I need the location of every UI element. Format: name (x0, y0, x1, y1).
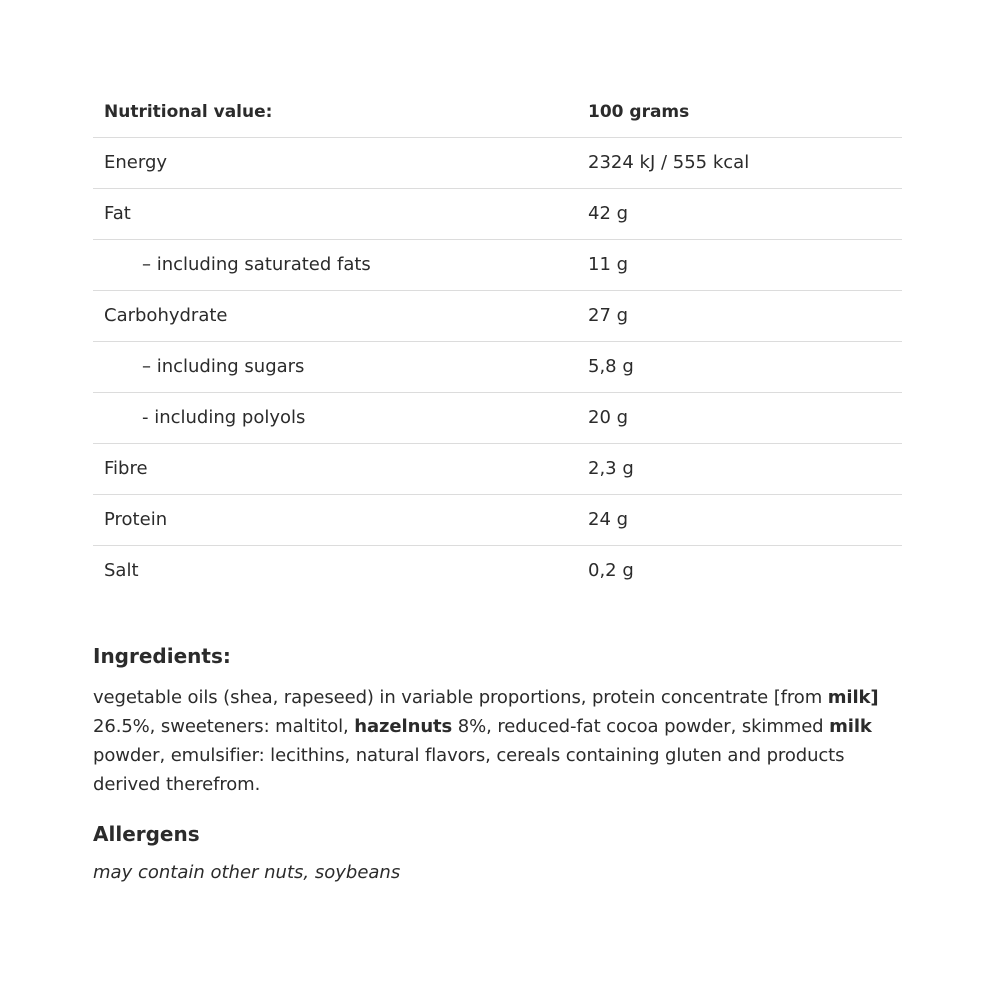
nutrient-label: - including polyols (93, 393, 577, 444)
nutrient-label: – including sugars (93, 342, 577, 393)
nutrition-table (93, 87, 902, 596)
ingredients-heading: Ingredients: (93, 644, 231, 668)
nutrient-label: Protein (93, 495, 577, 546)
allergen-highlight: milk (829, 716, 872, 737)
nutrient-value: 20 g (577, 393, 902, 444)
nutrition-header-value: 100 grams (577, 87, 902, 138)
nutrient-label: Salt (104, 560, 139, 581)
nutrient-value: 11 g (577, 240, 902, 291)
ingredients-text (93, 683, 902, 799)
table-row (93, 546, 902, 597)
ingredient-segment: powder, emulsifier: lecithins, natural flavors, cereals containing gluten and products derived therefrom. (93, 745, 845, 795)
nutrient-value: 24 g (577, 495, 902, 546)
nutrition-header-label: Nutritional value: (93, 87, 577, 138)
nutrient-value: 2,3 g (577, 444, 902, 495)
allergen-highlight: hazelnuts (354, 716, 453, 737)
table-row (93, 495, 902, 546)
table-row (93, 342, 902, 393)
nutrition-header-row (93, 87, 902, 138)
table-row (93, 189, 902, 240)
allergens-heading: Allergens (93, 822, 200, 846)
allergen-highlight: milk] (827, 687, 879, 708)
nutrient-label: – including saturated fats (93, 240, 577, 291)
nutrient-label: Energy (93, 138, 577, 189)
ingredient-segment: 8%, reduced-fat cocoa powder, skimmed (452, 716, 830, 737)
nutrition-rows (93, 138, 902, 597)
table-row (93, 291, 902, 342)
nutrient-value: 2324 kJ / 555 kcal (577, 138, 902, 189)
ingredient-segment: 26.5%, sweeteners: maltitol, (93, 716, 355, 737)
table-row (93, 138, 902, 189)
table-row (93, 240, 902, 291)
nutrient-label: Carbohydrate (93, 291, 577, 342)
table-row (93, 444, 902, 495)
nutrient-value: 0,2 g (588, 560, 634, 581)
nutrient-value: 5,8 g (577, 342, 902, 393)
ingredient-segment: vegetable oils (shea, rapeseed) in variable proportions, protein concentrate [from (93, 687, 828, 708)
nutrient-value: 42 g (577, 189, 902, 240)
table-row (93, 393, 902, 444)
nutrient-label: Fibre (93, 444, 577, 495)
nutrient-value: 27 g (577, 291, 902, 342)
nutrient-label: Fat (93, 189, 577, 240)
allergens-text: may contain other nuts, soybeans (93, 862, 401, 883)
product-info (93, 87, 902, 885)
